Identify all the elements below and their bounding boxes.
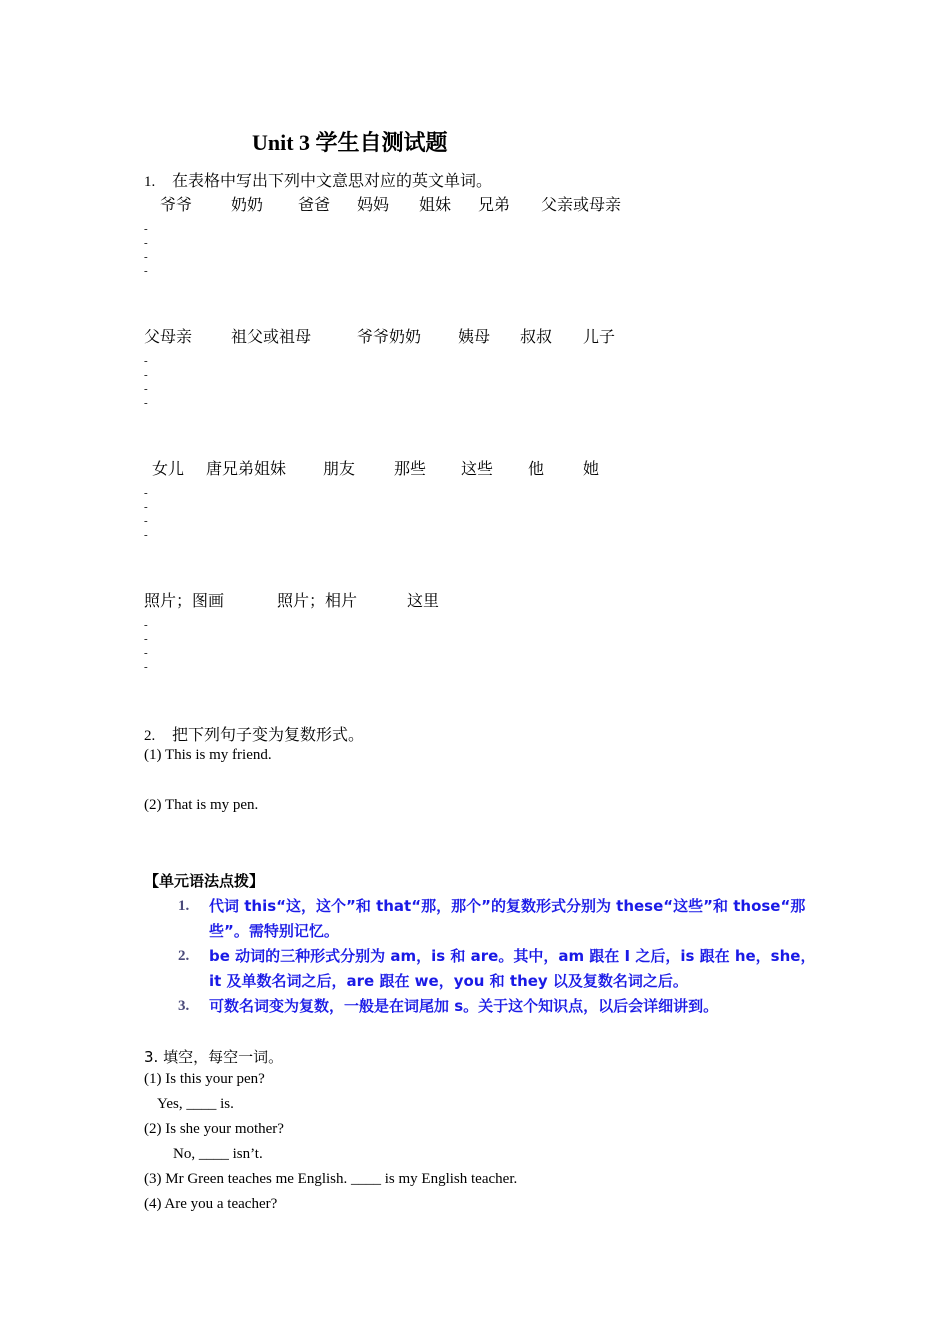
vocab-word: 叔叔 bbox=[520, 327, 553, 346]
vocab-word: 儿子 bbox=[583, 327, 616, 346]
grammar-item bbox=[178, 994, 818, 1019]
vocab-word: 这些 bbox=[461, 459, 494, 478]
answer-blank-marker: - bbox=[144, 661, 148, 673]
vocab-word: 照片；图画 bbox=[144, 591, 225, 610]
vocab-word: 祖父或祖母 bbox=[231, 327, 312, 346]
answer-blank-marker: - bbox=[144, 647, 148, 659]
vocab-word: 姐妹 bbox=[419, 195, 452, 214]
q3-line: (1) Is this your pen? bbox=[144, 1071, 265, 1087]
grammar-item-number: 3. bbox=[178, 998, 190, 1014]
vocab-word: 爷爷 bbox=[160, 195, 193, 214]
q2-heading bbox=[144, 722, 364, 745]
q3-line: (4) Are you a teacher? bbox=[144, 1196, 278, 1212]
vocab-word: 她 bbox=[583, 459, 600, 478]
answer-blank-marker: - bbox=[144, 369, 148, 381]
answer-blank-marker: - bbox=[144, 397, 148, 409]
grammar-item bbox=[178, 944, 818, 994]
vocab-word: 奶奶 bbox=[231, 195, 264, 214]
vocab-word: 他 bbox=[528, 459, 545, 478]
answer-blank-marker: - bbox=[144, 355, 148, 367]
grammar-item-text: 代词 this“这，这个”和 that“那，那个”的复数形式分别为 these“这些”和 those“那些”。需特别记忆。 bbox=[209, 897, 806, 940]
vocab-word: 妈妈 bbox=[357, 195, 390, 214]
q2-item: (2) That is my pen. bbox=[144, 797, 259, 813]
answer-blank-marker: - bbox=[144, 237, 148, 249]
grammar-item-number: 2. bbox=[178, 948, 190, 964]
q3-line: (2) Is she your mother? bbox=[144, 1121, 284, 1137]
answer-blank-marker: - bbox=[144, 619, 148, 631]
vocab-word: 爸爸 bbox=[298, 195, 331, 214]
answer-blank-marker: - bbox=[144, 515, 148, 527]
page-title: Unit 3 学生自测试题 bbox=[252, 130, 448, 155]
q2-item: (1) This is my friend. bbox=[144, 747, 272, 763]
grammar-item-text: be 动词的三种形式分别为 am，is 和 are。其中，am 跟在 I 之后，is 跟在 he，she，it 及单数名词之后，are 跟在 we，you 和 they 以及复数名词之后。 bbox=[209, 947, 816, 990]
grammar-item-number: 1. bbox=[178, 898, 190, 914]
q3-line: No, ____ isn’t. bbox=[173, 1146, 263, 1162]
answer-blank-marker: - bbox=[144, 383, 148, 395]
q3-line: (3) Mr Green teaches me English. ____ is my English teacher. bbox=[144, 1171, 518, 1187]
vocab-word: 父母亲 bbox=[144, 327, 193, 346]
answer-blank-marker: - bbox=[144, 265, 148, 277]
q2-number: 2. bbox=[144, 728, 156, 744]
grammar-heading: 【单元语法点拨】 bbox=[144, 872, 265, 890]
vocab-word: 这里 bbox=[407, 591, 440, 610]
vocab-word: 女儿 bbox=[152, 459, 185, 478]
q1-heading bbox=[144, 168, 492, 191]
answer-blank-marker: - bbox=[144, 529, 148, 541]
q2-instruction: 把下列句子变为复数形式。 bbox=[172, 725, 365, 744]
q1-number: 1. bbox=[144, 174, 156, 190]
grammar-item bbox=[178, 894, 818, 944]
q3-heading bbox=[144, 1046, 283, 1067]
q3-heading-text: 3. 填空，每空一词。 bbox=[144, 1048, 284, 1066]
vocab-word: 唐兄弟姐妹 bbox=[206, 459, 287, 478]
vocab-word: 照片；相片 bbox=[277, 591, 358, 610]
vocab-word: 父亲或母亲 bbox=[541, 195, 622, 214]
grammar-item-text: 可数名词变为复数，一般是在词尾加 s。关于这个知识点，以后会详细讲到。 bbox=[209, 997, 719, 1015]
vocab-word: 爷爷奶奶 bbox=[357, 327, 422, 346]
vocab-word: 那些 bbox=[394, 459, 427, 478]
vocab-word: 姨母 bbox=[458, 327, 491, 346]
answer-blank-marker: - bbox=[144, 487, 148, 499]
answer-blank-marker: - bbox=[144, 251, 148, 263]
vocab-word: 朋友 bbox=[323, 459, 356, 478]
answer-blank-marker: - bbox=[144, 501, 148, 513]
answer-blank-marker: - bbox=[144, 223, 148, 235]
answer-blank-marker: - bbox=[144, 633, 148, 645]
vocab-word: 兄弟 bbox=[478, 195, 511, 214]
q1-instruction: 在表格中写出下列中文意思对应的英文单词。 bbox=[172, 171, 493, 190]
q3-line: Yes, ____ is. bbox=[157, 1096, 234, 1112]
